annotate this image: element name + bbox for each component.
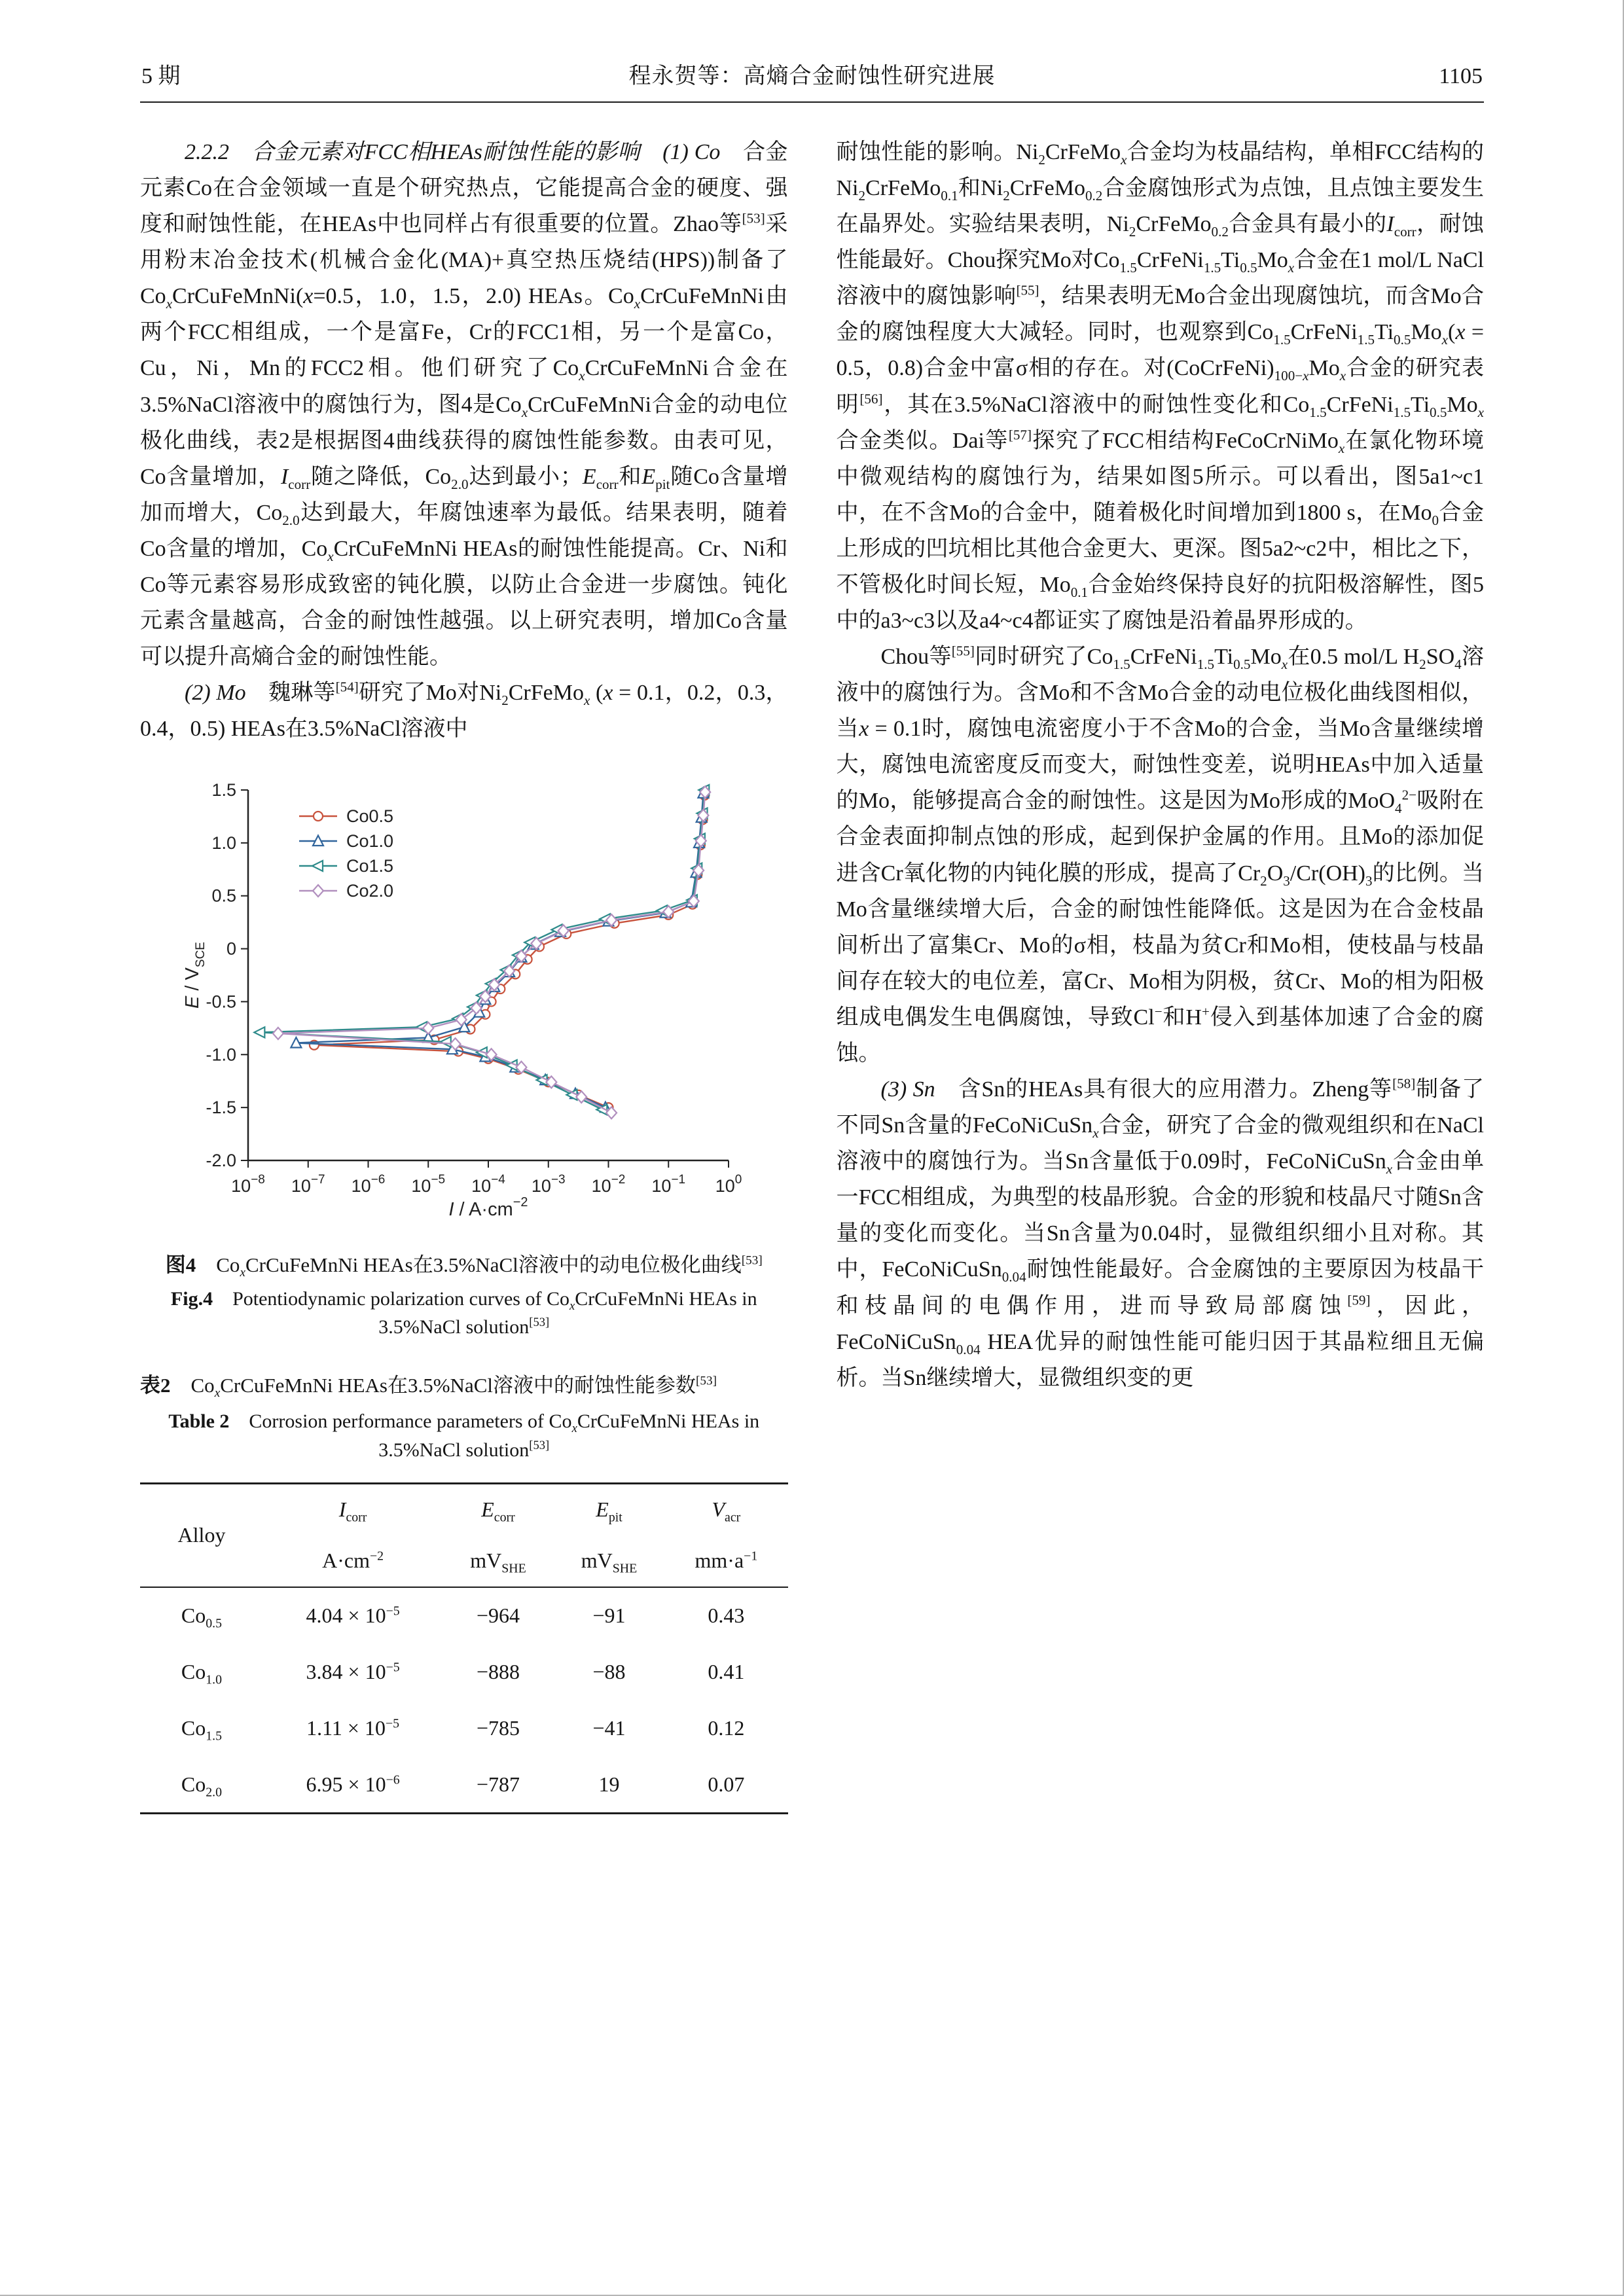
table-header-alloy: Alloy xyxy=(177,1523,226,1547)
svg-text:0: 0 xyxy=(226,939,236,959)
svg-text:10−4: $10^{-4}$ xyxy=(471,1173,505,1196)
table-header-symbol: $E_{pit}$ xyxy=(596,1498,623,1525)
table-cell-value: −787 xyxy=(476,1772,520,1796)
running-title: 程永贺等：高熵合金耐蚀性研究进展 xyxy=(628,64,996,88)
page-header xyxy=(140,58,1484,103)
svg-text:1.5: 1.5 xyxy=(211,780,236,800)
table-cell-value: 0.43 xyxy=(708,1604,745,1628)
svg-text:10−1: $10^{-1}$ xyxy=(651,1173,685,1196)
two-column-layout xyxy=(140,134,1484,1814)
table-cell-value: $3.84 \times 10^{-5}$ xyxy=(306,1659,400,1683)
svg-text:0.5: 0.5 xyxy=(211,886,236,906)
figure-4-caption-cn: 图4 $Co_xCrCuFeMnNi$ HEAs在3.5%NaCl溶液中的动电位极化曲线[53] xyxy=(165,1253,763,1280)
chart-y-axis-label: E / $V_{SCE}$ xyxy=(181,942,208,1009)
table-header-unit: $mm\cdot a^{-1}$ xyxy=(695,1549,758,1573)
table-cell-value: −91 xyxy=(592,1604,626,1628)
table-cell-alloy: $Co_{1.0}$ xyxy=(181,1659,223,1687)
chart-series-Co1.5 xyxy=(254,785,709,1115)
table-header-symbol: $E_{corr}$ xyxy=(481,1498,515,1525)
journal-issue: 5 期 xyxy=(141,64,181,88)
svg-text:10−8: $10^{-8}$ xyxy=(230,1173,265,1196)
table-cell-value: $4.04 \times 10^{-5}$ xyxy=(306,1604,400,1628)
table-2-head xyxy=(140,1484,788,1587)
svg-text:10−7: $10^{-7}$ xyxy=(291,1173,325,1196)
table-cell-value: 19 xyxy=(598,1772,620,1796)
table-row xyxy=(140,1700,788,1757)
chart-x-axis-label: $I / A\cdot cm^{-2}$ xyxy=(448,1195,528,1221)
table-row xyxy=(140,1757,788,1814)
table-cell-value: $6.95 \times 10^{-6}$ xyxy=(306,1772,400,1796)
svg-text:-1.5: -1.5 xyxy=(206,1098,236,1118)
table-header-unit: $A\cdot cm^{-2}$ xyxy=(322,1549,384,1573)
chart-series-Co2.0 xyxy=(273,787,710,1119)
table-2-caption-cn: 表2 $Co_xCrCuFeMnNi$ HEAs在3.5%NaCl溶液中的耐蚀性能参数[53] xyxy=(140,1373,717,1401)
table-row xyxy=(140,1644,788,1700)
page-number: 1105 xyxy=(1439,64,1483,88)
figure-4 xyxy=(140,770,788,1342)
table-cell-value: 0.41 xyxy=(708,1659,745,1683)
svg-text:-2.0: -2.0 xyxy=(206,1151,236,1171)
svg-text:10−2: $10^{-2}$ xyxy=(591,1173,626,1196)
paragraph-section-2-2-2-co: 2.2.2 合金元素对FCC相HEAs耐蚀性能的影响 (1) Co 合金元素Co在合金领域一直是个研究热点，它能提高合金的硬度、强度和耐蚀性能，在HEAs中也同样占有很重要的位置。Zhao等[53]采用粉末冶金技术(机械合金化(MA)+真空热压烧结(HPS))制备了$Co_xCrCuFeMnNi(x=0.5$，1.0，1.5，2.0) HEAs。$Co_xCrCuFeMnNi$由两个FCC相组成，一个是富Fe，Cr的FCC1相，另一个是富Co，Cu，Ni，Mn的FCC2相。他们研究了$Co_xCrCuFeMnNi$合金在3.5%NaCl溶液中的腐蚀行为，图4是$Co_xCrCuFeMnNi$合金的动电位极化曲线，表2是根据图4曲线获得的腐蚀性能参数。由表可见，Co含量增加，$I_{corr}$随之降低，$Co_{2.0}$达到最小；$E_{corr}$和$E_{pit}$随Co含量增加而增大，$Co_{2.0}$达到最大，年腐蚀速率为最低。结果表明，随着Co含量的增加，$Co_xCrCuFeMnNi$ HEAs的耐蚀性能提高。Cr、Ni和Co等元素容易形成致密的钝化膜，以防止合金进一步腐蚀。钝化元素含量越高，合金的耐蚀性越强。以上研究表明，增加Co含量可以提升高熵合金的耐蚀性能。 xyxy=(140,140,788,670)
table-2-body xyxy=(140,1587,788,1814)
paragraph-sn: (3) Sn 含Sn的HEAs具有很大的应用潜力。Zheng等[58]制备了不同Sn含量的FeCoNiCuSn$_x$合金，研究了合金的微观组织和在NaCl溶液中的腐蚀行为。当Sn含量低于0.09时，FeCoNiCuSn$_x$合金由单一FCC相组成，为典型的枝晶形貌。合金的形貌和枝晶尺寸随Sn含量的变化而变化。当Sn含量为0.04时，显微组织细小且对称。其中，FeCoNiCuSn$_{0.04}$耐蚀性能最好。合金腐蚀的主要原因为枝晶干和枝晶间的电偶作用，进而导致局部腐蚀[59]，因此，FeCoNiCuSn$_{0.04}$ HEA优异的耐蚀性能可能归因于其晶粒细且无偏析。当Sn继续增大，显微组织变的更 xyxy=(836,1075,1485,1390)
table-cell-value: 0.12 xyxy=(708,1715,745,1740)
chart-legend xyxy=(299,806,393,901)
table-cell-value: −41 xyxy=(592,1715,626,1740)
table-cell-value: −785 xyxy=(476,1715,520,1740)
table-header-unit: $mV_{SHE}$ xyxy=(470,1549,526,1576)
table-cell-value: $1.11 \times 10^{-5}$ xyxy=(306,1715,400,1740)
chart-legend-label: Co2.0 xyxy=(346,881,393,901)
table-2-caption-en: Table 2 Corrosion performance parameters of $Co_xCrCuFeMnNi$ HEAs in 3.5%NaCl solution[53] xyxy=(168,1410,760,1461)
table-cell-value: −888 xyxy=(476,1659,520,1683)
table-row xyxy=(140,1587,788,1644)
table-header-unit: $mV_{SHE}$ xyxy=(581,1549,638,1576)
table-cell-value: −964 xyxy=(476,1604,520,1628)
table-cell-value: −88 xyxy=(592,1659,626,1683)
svg-text:-1.0: -1.0 xyxy=(206,1045,236,1065)
svg-text:-0.5: -0.5 xyxy=(206,992,236,1012)
figure-4-caption-en: Fig.4 Potentiodynamic polarization curves of $Co_xCrCuFeMnNi$ HEAs in 3.5%NaCl solution[53] xyxy=(170,1287,757,1338)
svg-text:10−3: $10^{-3}$ xyxy=(531,1173,566,1196)
chart-legend-label: Co1.5 xyxy=(346,856,393,876)
figure-4-chart-svg xyxy=(176,770,752,1229)
table-header-symbol: $V_{acr}$ xyxy=(712,1498,741,1525)
svg-text:10−5: $10^{-5}$ xyxy=(411,1173,445,1196)
svg-text:100: $10^0$ xyxy=(715,1173,742,1196)
chart-axes xyxy=(182,780,742,1220)
svg-text:10−6: $10^{-6}$ xyxy=(351,1173,386,1196)
chart-legend-label: Co1.0 xyxy=(346,831,393,852)
svg-text:1.0: 1.0 xyxy=(211,833,236,853)
left-column xyxy=(140,134,788,1814)
table-2 xyxy=(140,1482,788,1814)
table-cell-alloy: $Co_{0.5}$ xyxy=(181,1604,223,1631)
table-header-symbol: $I_{corr}$ xyxy=(338,1498,367,1525)
table-cell-alloy: $Co_{2.0}$ xyxy=(181,1772,223,1799)
right-column xyxy=(837,134,1485,1814)
paragraph-mo-intro: (2) Mo 魏琳等[54]研究了Mo对$Ni_2CrFeMo_x$ (x = 0.1，0.2，0.3，0.4，0.5) HEAs在3.5%NaCl溶液中 xyxy=(140,679,788,742)
paragraph-mo-continued: 耐蚀性能的影响。$Ni_2CrFeMo_x$合金均为枝晶结构，单相FCC结构的$Ni_2CrFeMo_{0.1}$和$Ni_2CrFeMo_{0.2}$合金腐蚀形式为点蚀，且点蚀主要发生在晶界处。实验结果表明，$Ni_2CrFeMo_{0.2}$合金具有最小的$I_{corr}$，耐蚀性能最好。Chou探究Mo对$Co_{1.5}CrFeNi_{1.5}Ti_{0.5}Mo_x$合金在1 mol/L NaCl溶液中的腐蚀影响[55]，结果表明无Mo合金出现腐蚀坑，而含Mo合金的腐蚀程度大大减轻。同时，也观察到$Co_{1.5}CrFeNi_{1.5}Ti_{0.5}Mo_x(x = 0.5$，0.8)合金中富σ相的存在。对$(CoCrFeNi)_{100-x}Mo_x$合金的研究表明[56]，其在3.5%NaCl溶液中的耐蚀性变化和$Co_{1.5}CrFeNi_{1.5}Ti_{0.5}Mo_x$合金类似。Dai等[57]探究了FCC相结构FeCoCrNiMo$_x$在氯化物环境中微观结构的腐蚀行为，结果如图5所示。可以看出，图5a1~c1中，在不含Mo的合金中，随着极化时间增加到1800 s，在$Mo_0$合金上形成的凹坑相比其他合金更大、更深。图5a2~c2中，相比之下，不管极化时间长短，$Mo_{0.1}$合金始终保持良好的抗阳极溶解性，图5中的a3~c3以及a4~c4都证实了腐蚀是沿着晶界形成的。 xyxy=(836,140,1485,634)
paragraph-chou-h2so4: Chou等[55]同时研究了$Co_{1.5}CrFeNi_{1.5}Ti_{0.5}Mo_x$在0.5 mol/L $H_2SO_4$溶液中的腐蚀行为。含Mo和不含Mo合金的动电位极化曲线图相似，当x = 0.1时，腐蚀电流密度小于不含Mo的合金，当Mo含量继续增大，腐蚀电流密度反而变大，耐蚀性变差，说明HEAs中加入适量的Mo，能够提高合金的耐蚀性。这是因为Mo形成的MoO$_4^{2-}$吸附在合金表面抑制点蚀的形成，起到保护金属的作用。且Mo的添加促进含Cr氧化物的内钝化膜的形成，提高了$Cr_2O_3/Cr(OH)_3$的比例。当Mo含量继续增大后，合金的耐蚀性能降低。这是因为在合金枝晶间析出了富集Cr、Mo的σ相，枝晶为贫Cr和Mo相，使枝晶与枝晶间存在较大的电位差，富Cr、Mo相为阴极，贫Cr、Mo的相为阳极组成电偶发生电偶腐蚀，导致Cl−和H+侵入到基体加速了合金的腐蚀。 xyxy=(836,643,1485,1066)
table-cell-value: 0.07 xyxy=(708,1772,745,1796)
polarization-curves-chart xyxy=(176,770,752,1240)
table-cell-alloy: $Co_{1.5}$ xyxy=(181,1715,223,1744)
chart-legend-label: Co0.5 xyxy=(346,806,393,827)
